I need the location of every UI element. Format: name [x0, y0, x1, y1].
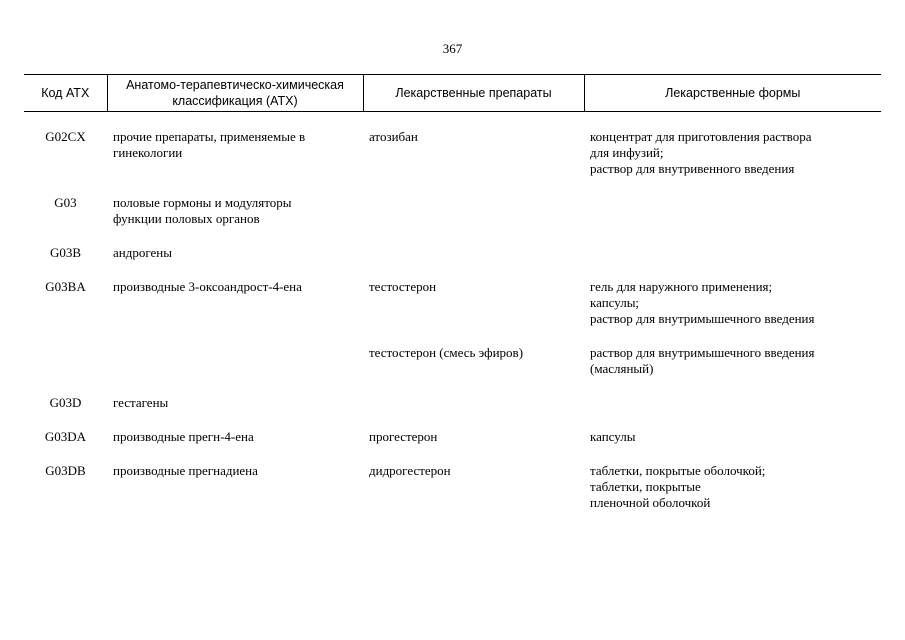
forms-cell	[584, 195, 881, 227]
classification-line: производные прегн-4-ена	[113, 429, 254, 444]
spacer-cell	[24, 112, 107, 130]
form-line: раствор для внутримышечного введения	[590, 311, 815, 326]
classification-line: производные прегнадиена	[113, 463, 258, 478]
forms-cell	[584, 245, 881, 261]
row-spacer	[24, 411, 881, 429]
form-line: пленочной оболочкой	[590, 495, 711, 510]
header-drugs: Лекарственные препараты	[363, 75, 584, 112]
form-line: (масляный)	[590, 361, 654, 376]
drug-cell	[363, 279, 584, 327]
spacer-cell	[584, 445, 881, 463]
form-line: раствор для внутривенного введения	[590, 161, 795, 176]
spacer-cell	[584, 377, 881, 395]
header-classification	[107, 75, 363, 112]
drug-name: тестостерон	[369, 279, 437, 294]
forms-cell	[584, 129, 881, 177]
spacer-cell	[363, 445, 584, 463]
form-line: концентрат для приготовления раствора	[590, 129, 812, 144]
spacer-cell	[584, 261, 881, 279]
drug-cell	[363, 463, 584, 511]
form-line: капсулы	[590, 429, 636, 444]
atx-code-cell	[24, 245, 107, 261]
spacer-cell	[363, 177, 584, 195]
classification-cell	[107, 429, 363, 445]
table-row	[24, 279, 881, 327]
classification-line: прочие препараты, применяемые в	[113, 129, 306, 144]
form-line: таблетки, покрытые оболочкой;	[590, 463, 766, 478]
classification-cell	[107, 195, 363, 227]
atx-table	[24, 74, 881, 511]
spacer-cell	[363, 411, 584, 429]
classification-cell	[107, 279, 363, 327]
spacer-cell	[363, 377, 584, 395]
spacer-cell	[584, 227, 881, 245]
spacer-cell	[107, 377, 363, 395]
form-line: для инфузий;	[590, 145, 664, 160]
table-header-row	[24, 75, 881, 112]
classification-cell	[107, 345, 363, 377]
drug-cell	[363, 195, 584, 227]
spacer-cell	[107, 112, 363, 130]
row-spacer	[24, 227, 881, 245]
form-line: капсулы;	[590, 295, 640, 310]
forms-cell	[584, 463, 881, 511]
spacer-cell	[24, 227, 107, 245]
forms-cell	[584, 395, 881, 411]
header-code: Код АТХ	[24, 75, 107, 112]
atx-code-cell	[24, 279, 107, 327]
spacer-cell	[24, 445, 107, 463]
spacer-cell	[107, 227, 363, 245]
spacer-cell	[24, 327, 107, 345]
spacer-cell	[107, 445, 363, 463]
spacer-cell	[107, 261, 363, 279]
spacer-cell	[107, 177, 363, 195]
spacer-cell	[363, 227, 584, 245]
spacer-cell	[584, 411, 881, 429]
spacer-cell	[24, 411, 107, 429]
drug-name: тестостерон (смесь эфиров)	[369, 345, 524, 360]
page-number: 367	[442, 41, 463, 56]
spacer-cell	[24, 377, 107, 395]
atx-code-cell	[24, 463, 107, 511]
drug-cell	[363, 395, 584, 411]
spacer-cell	[107, 411, 363, 429]
spacer-cell	[24, 261, 107, 279]
atx-code-cell	[24, 195, 107, 227]
atx-code: G03D	[49, 395, 82, 410]
drug-cell	[363, 245, 584, 261]
row-spacer	[24, 445, 881, 463]
atx-code-cell	[24, 345, 107, 377]
spacer-cell	[24, 177, 107, 195]
drug-name: дидрогестерон	[369, 463, 451, 478]
forms-cell	[584, 279, 881, 327]
header-classification-line1: Анатомо-терапевтическо-химическая	[126, 77, 344, 92]
table-row	[24, 429, 881, 445]
row-spacer	[24, 261, 881, 279]
spacer-cell	[584, 327, 881, 345]
drug-name: атозибан	[369, 129, 418, 144]
forms-cell	[584, 429, 881, 445]
classification-line: гестагены	[113, 395, 169, 410]
spacer-cell	[107, 327, 363, 345]
atx-code: G03B	[49, 245, 82, 260]
spacer-cell	[584, 112, 881, 130]
classification-line: андрогены	[113, 245, 172, 260]
form-line: раствор для внутримышечного введения	[590, 345, 815, 360]
atx-code: G02CX	[45, 129, 86, 144]
row-spacer	[24, 377, 881, 395]
table-row	[24, 245, 881, 261]
form-line: гель для наружного применения;	[590, 279, 773, 294]
classification-cell	[107, 395, 363, 411]
row-spacer	[24, 112, 881, 130]
classification-line: функции половых органов	[113, 211, 260, 226]
atx-code: G03BA	[45, 279, 86, 294]
drug-cell	[363, 345, 584, 377]
spacer-cell	[363, 112, 584, 130]
classification-line: гинекологии	[113, 145, 183, 160]
table-body	[24, 112, 881, 512]
drug-cell	[363, 429, 584, 445]
drug-name: прогестерон	[369, 429, 438, 444]
spacer-cell	[363, 261, 584, 279]
drug-cell	[363, 129, 584, 177]
classification-line: половые гормоны и модуляторы	[113, 195, 292, 210]
atx-code-cell	[24, 429, 107, 445]
spacer-cell	[363, 327, 584, 345]
row-spacer	[24, 327, 881, 345]
table-row	[24, 345, 881, 377]
forms-cell	[584, 345, 881, 377]
classification-line: производные 3-оксоандрост-4-ена	[113, 279, 302, 294]
header-classification-line2: классификация (АТХ)	[172, 93, 298, 108]
atx-code: G03	[54, 195, 77, 210]
header-forms: Лекарственные формы	[584, 75, 881, 112]
form-line: таблетки, покрытые	[590, 479, 701, 494]
atx-code-cell	[24, 395, 107, 411]
table-row	[24, 395, 881, 411]
table-row	[24, 195, 881, 227]
row-spacer	[24, 177, 881, 195]
classification-cell	[107, 129, 363, 177]
spacer-cell	[584, 177, 881, 195]
atx-code: G03DB	[45, 463, 86, 478]
table-row	[24, 129, 881, 177]
atx-code-cell	[24, 129, 107, 177]
table-row	[24, 463, 881, 511]
classification-cell	[107, 245, 363, 261]
atx-code: G03DA	[44, 429, 87, 444]
classification-cell	[107, 463, 363, 511]
